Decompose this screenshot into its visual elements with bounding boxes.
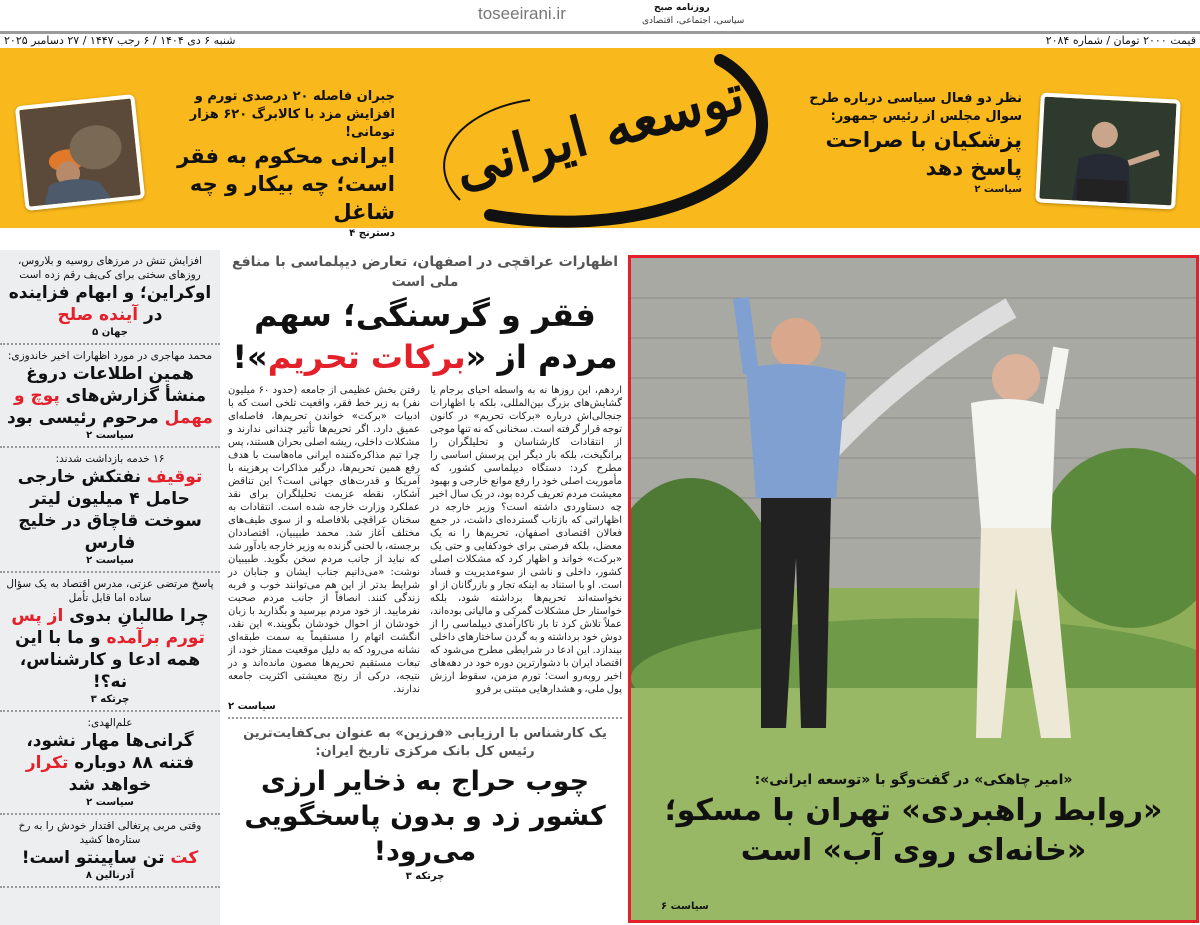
teaser-top-right[interactable]: نظر دو فعال سیاسی درباره طرح سوال مجلس از رئیس جمهور: پزشکیان با صراحت پاسخ دهد سیاست ۲: [809, 91, 1022, 195]
item-headline: توقیف نفتکش خارجی حامل ۴ میلیون لیتر سوخت قاچاق در خلیج فارس: [17, 467, 203, 553]
teaser-top-left[interactable]: جبران فاصله ۲۰ درصدی تورم و افزایش مزد با کالابرگ ۶۲۰ هزار تومانی! ایرانی محکوم به فقر است؛ چه بیکار و چه شاغل دسترنج ۴: [177, 89, 395, 239]
item-source: چرتکه ۳: [90, 694, 130, 705]
left-news-column: [0, 250, 220, 925]
item-kicker: ۱۶ خدمه بازداشت شدند:: [55, 453, 165, 465]
price-issue: قیمت ۲۰۰۰ تومان / شماره ۲۰۸۴: [1045, 34, 1196, 47]
main-caption: «امیر چاهکی» در گفت‌وگو با «توسعه ایرانی»: «روابط راهبردی» تهران با مسکو؛ «خانه‌ای روی آب» است سیاست ۶: [661, 772, 1163, 912]
lead-headline: فقر و گرسنگی؛ سهم مردم از «برکات تحریم»!: [232, 296, 618, 376]
item-kicker: علم‌الهدی:: [87, 717, 133, 729]
left-column-item[interactable]: [0, 712, 220, 815]
item-source: سیاست ۲: [86, 555, 134, 566]
middle-column: [228, 252, 622, 884]
item-headline: کت تن ساپینتو است!: [21, 848, 199, 868]
left-column-item[interactable]: [0, 250, 220, 345]
tagline-daily: روزنامه صبح: [654, 3, 710, 13]
left-column-item[interactable]: [0, 573, 220, 712]
lead-story[interactable]: اظهارات عراقچی در اصفهان، تعارض دیپلماسی با منافع ملی است فقر و گرسنگی؛ سهم مردم از «برکات تحریم»! اردهم، این روزها نه به واسطه احیای برجام یا گشایش‌های بزرگ بین‌المللی، بلکه با اظهارات جنجالی‌اش درباره «برکات تحریم» در کانون توجه قرار گرفته است. سخنانی که نه تنها موجی از انتقادات کارشناسان و تحلیلگران را برانگیخت، بلکه بار دیگر این پرسش اساسی را مطرح کرد: دستگاه دیپلماسی کشور، که مأموریت اصلی خود را رفع موانع خارجی و بهبود معیشت مردم تعریف کرده بود، در یک سال اخیر چه دستاوردی داشته است؟ وزیر خارجه در اظهاراتی که بازتاب گسترده‌ای داشت، در جمع فعالان اقتصادی اصفهان، تحریم‌ها را نه یک معضل، بلکه فرصتی برای خودکفایی و حتی یک «برکت» خواند و اظهار کرد که مشکلات اصلی کشور، داخلی و ناشی از سوءمدیریت و فساد است. او با استناد به اینکه تجار و بازرگانان از او نخواسته‌اند تحریم‌ها برداشته شود، بلکه خواستار حل مشکلات گمرکی و مالیاتی بوده‌اند، عملاً تلاش کرد تا بار ناکارآمدی دیپلماسی را از دوش خود برداشته و به گردن ساختارهای داخلی بیندازد. این ادعا در شرایطی مطرح می‌شود که اقتصاد ایران با دشوارترین دوره خود در دهه‌های اخیر روبه‌رو است؛ تورم مزمن، سقوط ارزش پول ملی، و هشدارهایی مبتنی بر فرو رفتن بخش عظیمی از جامعه (حدود ۶۰ میلیون نفر) به زیر خط فقر، واقعیت تلخی است که با ادبیات «برکت» خواندن تحریم‌ها، فاصله‌ای عمیق دارد. اگر تحریم‌ها تأثیر چندانی ندارند و مشکلات داخلی، ریشه اصلی بحران هستند، پس چرا تیم مذاکره‌کننده ایرانی ماه‌هاست با هدف رفع همین تحریم‌ها، درگیر مذاکرات پرهزینه با آمریکا و قدرت‌های جهانی است؟ این تناقض آشکار، نقطه عزیمت تحلیلگران برای نقد عملکرد وزارت خارجه شده است. انتقادات به سخنان عراقچی بلافاصله و از سوی طیف‌های مختلف آغاز شد. محمد طبیبیان، اقتصاددان برجسته، با لحنی گزنده به وزیر خارجه یادآور شد که نباید از جانب مردم سخن بگوید. طبیبیان نوشت: «می‌دانیم جناب ایشان و جنابان در شرایط بدتر از این هم می‌توانند خوب و فربه زندگی کنند. انصافاً از جانب مردم صحبت نفرمایید. از خود مردم بپرسید و بگذارید با زبان خودشان از احوال خودشان بگویند.» این نقد، انگشت اتهام را مستقیماً به سمت طبقه‌ای نشانه می‌رود که به دلیل موقعیت ممتاز خود، از تبعات مستقیم تحریم‌ها مصون مانده‌اند و در نتیجه، درکی از رنج معیشتی اکثریت جامعه ندارند. سیاست ۲: [228, 254, 622, 712]
item-kicker: محمد مهاجری در مورد اظهارات اخیر خاندوزی:: [7, 350, 213, 362]
logo-text: توسعه ایرانی: [447, 61, 751, 201]
item-headline: همین اطلاعات دروغ منشأ گزارش‌های پوچ و مهمل مرحوم رئیسی بود: [7, 364, 213, 428]
lead-source[interactable]: سیاست ۲: [228, 701, 276, 712]
teaser-photo-pezeshkian[interactable]: [1035, 92, 1181, 209]
left-column-item[interactable]: [0, 345, 220, 448]
item-headline: اوکراین؛ و ابهام فزاینده در آینده صلح: [8, 283, 212, 325]
item-source: جهان ۵: [92, 327, 128, 338]
issue-date: شنبه ۶ دی ۱۴۰۴ / ۶ رجب ۱۴۴۷ / ۲۷ دسامبر ۲۰۲۵: [4, 34, 236, 47]
left-column-item[interactable]: [0, 815, 220, 888]
lead-body-col1: اردهم، این روزها نه به واسطه احیای برجام یا گشایش‌های بزرگ بین‌المللی، بلکه با اظهارات جنجالی‌اش درباره «برکات تحریم» در کانون توجه قرار گرفته است. سخنانی که نه تنها موجی از انتقادات کارشناسان و تحلیلگران را برانگیخت، بلکه بار دیگر این پرسش اساسی را مطرح کرد: دستگاه دیپلماسی کشور، که مأموریت اصلی خود را رفع موانع خارجی و بهبود معیشت مردم تعریف کرده بود، در یک سال اخیر چه دستاوردی داشته است؟ وزیر خارجه در اظهاراتی که بازتاب گسترده‌ای داشت، در جمع فعالان اقتصادی اصفهان، تحریم‌ها را نه یک معضل، بلکه فرصتی برای خودکفایی و حتی یک «برکت» خواند و اظهار کرد که مشکلات اصلی کشور، داخلی و ناشی از سوءمدیریت و فساد است. او با استناد به اینکه تجار و بازرگانان از او نخواسته‌اند تحریم‌ها برداشته شود، بلکه خواستار حل مشکلات گمرکی و مالیاتی بوده‌اند، عملاً تلاش کرد تا بار ناکارآمدی دیپلماسی را از دوش خود برداشته و به گردن ساختارهای داخلی بیندازد. این ادعا در شرایطی مطرح می‌شود که اقتصاد ایران با دشوارترین دوره خود در دهه‌های اخیر روبه‌رو است؛ تورم مزمن، سقوط ارزش پول ملی، و هشدارهایی مبتنی بر فرو: [430, 385, 622, 695]
item-kicker: وقتی مربی پرتغالی اقتدار خودش را به رخ ستاره‌ها کشید: [18, 820, 202, 846]
divider: [228, 717, 622, 719]
item-source: سیاست ۲: [86, 797, 134, 808]
teaser-photo-worker[interactable]: [15, 94, 145, 211]
item-kicker: افزایش تنش در مرزهای روسیه و بلاروس، روزهای سختی برای کی‌یف رقم زده است: [18, 255, 202, 281]
tagline-topics: سیاسی، اجتماعی، اقتصادی: [642, 16, 745, 26]
item-headline: چرا طالبانِ بدوی از پس تورم برآمده و ما با این همه ادعا و کارشناس، نه؟!: [11, 606, 209, 692]
lead-body-col2: رفتن بخش عظیمی از جامعه (حدود ۶۰ میلیون نفر) به زیر خط فقر، واقعیت تلخی است که با ادبیات «برکت» خواندن تحریم‌ها، فاصله‌ای عمیق دارد. اگر تحریم‌ها تأثیر چندانی ندارند و مشکلات داخلی، ریشه اصلی بحران هستند، پس چرا تیم مذاکره‌کننده ایرانی ماه‌هاست با هدف رفع همین تحریم‌ها، درگیر مذاکرات پرهزینه با آمریکا و قدرت‌های جهانی است؟ این تناقض آشکار، نقطه عزیمت تحلیلگران برای نقد عملکرد وزارت خارجه شده است. انتقادات به سخنان عراقچی بلافاصله و از سوی طیف‌های مختلف آغاز شد. محمد طبیبیان، اقتصاددان برجسته، با لحنی گزنده به وزیر خارجه یادآور شد که نباید از جانب مردم سخن بگوید. طبیبیان نوشت: «می‌دانیم جناب ایشان و جنابان در شرایط بدتر از این هم می‌توانند خوب و فربه زندگی کنند. انصافاً از جانب مردم صحبت نفرمایید. از خود مردم بپرسید و بگذارید با زبان خودشان از احوال خودشان بگویند.» این نقد، انگشت اتهام را مستقیماً به سمت طبقه‌ای نشانه می‌رود که به دلیل موقعیت ممتاز خود، از تبعات مستقیم تحریم‌ها مصون مانده‌اند و در نتیجه، درکی از رنج معیشتی اکثریت جامعه ندارند.: [228, 385, 420, 695]
newspaper-logo: [400, 0, 780, 238]
item-source: آدرنالین ۸: [85, 870, 135, 881]
main-photo-story[interactable]: [628, 255, 1199, 923]
second-story[interactable]: یک کارشناس با ارزیابی «فرزین» به عنوان بی‌کفایت‌ترین رئیس کل بانک مرکزی تاریخ ایران: چوب حراج به ذخایر ارزی کشور زد و بدون پاسخگویی می‌رود! چرتکه ۳: [243, 726, 607, 882]
website[interactable]: toseeirani.ir: [470, 3, 574, 25]
item-headline: گرانی‌ها مهار نشود، فتنه ۸۸ دوباره تکرار خواهد شد: [25, 731, 195, 795]
left-column-item[interactable]: [0, 448, 220, 573]
item-kicker: پاسخ مرتضی عزتی، مدرس اقتصاد به یک سؤال ساده اما قابل تأمل: [6, 578, 214, 604]
item-source: سیاست ۲: [86, 430, 134, 441]
